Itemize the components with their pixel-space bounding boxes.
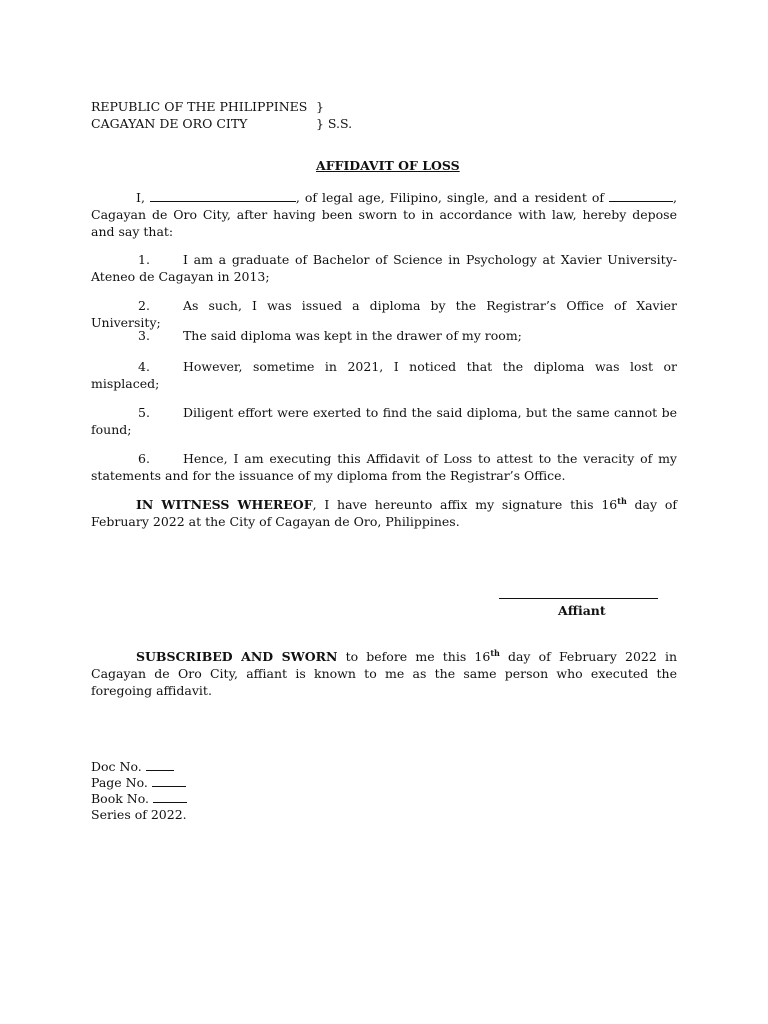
republic-text: REPUBLIC OF THE PHILIPPINES [91, 99, 308, 114]
list-item [91, 327, 677, 344]
witness-sup: th [617, 495, 627, 506]
name-blank [150, 190, 296, 202]
page-no [91, 775, 186, 790]
page-no-blank [152, 775, 186, 787]
intro-text-3: , Cagayan de Oro City, after having been sworn to in accordance with law, hereby depose and say that: [91, 190, 677, 239]
book-no [91, 791, 187, 806]
item-number: 6. [138, 451, 150, 466]
subscribed-text-1: to before me this 16 [337, 649, 491, 664]
doc-no-label: Doc No. [91, 759, 142, 774]
list-item [91, 450, 677, 484]
item-text: However, sometime in 2021, I noticed that the diploma was lost or misplaced; [91, 359, 677, 391]
list-item [91, 404, 677, 438]
document-title: AFFIDAVIT OF LOSS [316, 158, 460, 173]
subscribed-sup: th [490, 647, 500, 658]
page-no-label: Page No. [91, 775, 148, 790]
doc-no [91, 759, 174, 774]
item-text: I am a graduate of Bachelor of Science in Psychology at Xavier University-Ateneo de Cagayan in 2013; [91, 252, 677, 284]
intro-text-2: , of legal age, Filipino, single, and a resident of [295, 190, 610, 205]
witness-text-2: day of February 2022 at the City of Cagayan de Oro, Philippines. [91, 497, 678, 529]
subscribed-bold: SUBSCRIBED AND SWORN [136, 649, 338, 664]
witness-text-1: , I have hereunto affix my signature this 16 [312, 497, 618, 512]
item-number: 4. [138, 359, 150, 374]
subscribed-text-2: day of February 2022 in Cagayan de Oro City, affiant is known to me as the same person who executed the foregoing affidavit. [91, 649, 678, 698]
item-number: 1. [138, 252, 150, 267]
book-no-blank [153, 791, 187, 803]
item-number: 5. [138, 405, 150, 420]
series-text: Series of 2022. [91, 807, 187, 822]
intro-paragraph [91, 189, 677, 240]
intro-text-1: I, [136, 190, 150, 205]
item-text: As such, I was issued a diploma by the Registrar’s Office of Xavier University; [91, 298, 677, 330]
affiant-label: Affiant [558, 603, 606, 618]
item-number: 3. [138, 328, 150, 343]
item-text: The said diploma was kept in the drawer of my room; [182, 328, 522, 343]
caption-brace-1: } [316, 99, 324, 114]
item-text: Diligent effort were exerted to find the said diploma, but the same cannot be found; [91, 405, 677, 437]
subscribed-paragraph [91, 648, 677, 699]
item-text: Hence, I am executing this Affidavit of Loss to attest to the veracity of my statements and for the issuance of my diploma from the Registrar’s Office. [91, 451, 677, 483]
book-no-label: Book No. [91, 791, 150, 806]
item-number: 2. [138, 298, 150, 313]
list-item [91, 297, 677, 331]
witness-paragraph [91, 496, 677, 530]
signature-line [499, 598, 658, 599]
city-text: CAGAYAN DE ORO CITY [91, 116, 248, 131]
list-item [91, 251, 677, 285]
witness-bold: IN WITNESS WHEREOF [136, 497, 313, 512]
residence-blank [609, 190, 673, 202]
caption-brace-2: } S.S. [316, 116, 353, 131]
caption-line-2 [91, 116, 247, 131]
list-item [91, 358, 677, 392]
caption-line-1 [91, 99, 307, 114]
doc-no-blank [146, 759, 174, 771]
